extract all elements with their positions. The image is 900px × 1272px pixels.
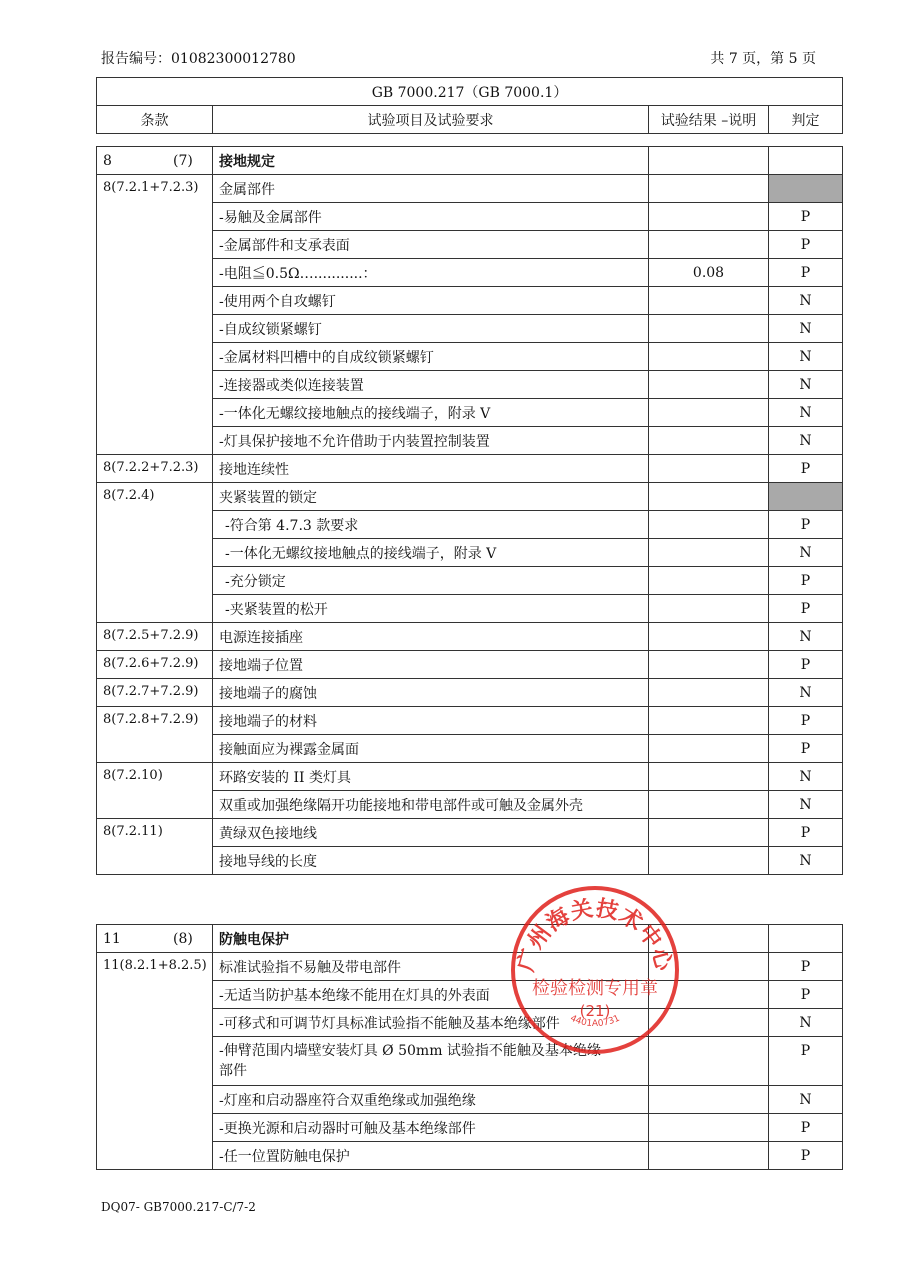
verdict-cell: P <box>769 511 843 539</box>
item-cell: 接地端子位置 <box>213 651 649 679</box>
verdict-cell: N <box>769 1086 843 1114</box>
col-item-header: 试验项目及试验要求 <box>213 106 649 134</box>
item-cell: -金属材料凹槽中的自成纹锁紧螺钉 <box>213 343 649 371</box>
item-cell: -金属部件和支承表面 <box>213 231 649 259</box>
verdict-cell: N <box>769 539 843 567</box>
seal-number-text: 4401A0731 <box>568 1013 622 1030</box>
clause-cell: 8(7.2.10) <box>97 763 213 819</box>
verdict-cell: P <box>769 953 843 981</box>
item-cell: -灯座和启动器座符合双重绝缘或加强绝缘 <box>213 1086 649 1114</box>
page-indicator: 共 7 页，第 5 页 <box>710 51 816 67</box>
item-line: 部件 <box>219 1063 247 1079</box>
section-8-table <box>96 146 843 875</box>
item-cell: 标准试验指不易触及带电部件 <box>213 953 649 981</box>
table-row <box>97 819 843 847</box>
section-number: 8 <box>103 152 112 169</box>
seal-org-text: 广州海关技术中心 <box>513 896 677 975</box>
verdict-cell: P <box>769 1114 843 1142</box>
verdict-cell: P <box>769 455 843 483</box>
document-code: DQ07- GB7000.217-C/7-2 <box>101 1200 256 1214</box>
table-row <box>97 175 843 203</box>
verdict-cell: N <box>769 371 843 399</box>
clause-cell: 8(7.2.1+7.2.3) <box>97 175 213 455</box>
clause-cell: 8(7.2.5+7.2.9) <box>97 623 213 651</box>
clause-cell: 8(7.2.8+7.2.9) <box>97 707 213 763</box>
table-row <box>97 483 843 511</box>
col-result-header: 试验结果 –说明 <box>649 106 769 134</box>
verdict-cell: N <box>769 287 843 315</box>
item-cell: -使用两个自攻螺钉 <box>213 287 649 315</box>
report-number: 报告编号：01082300012780 <box>101 51 296 67</box>
item-cell: 双重或加强绝缘隔开功能接地和带电部件或可触及金属外壳 <box>213 791 649 819</box>
verdict-cell: P <box>769 651 843 679</box>
verdict-cell: N <box>769 791 843 819</box>
verdict-cell: P <box>769 567 843 595</box>
item-cell: -连接器或类似连接装置 <box>213 371 649 399</box>
verdict-cell <box>769 483 843 511</box>
table-header <box>96 77 843 134</box>
table-row <box>97 623 843 651</box>
item-cell: -一体化无螺纹接地触点的接线端子，附录 V <box>213 399 649 427</box>
item-cell: -夹紧装置的松开 <box>213 595 649 623</box>
clause-cell: 8(7.2.2+7.2.3) <box>97 455 213 483</box>
clause-cell: 8(7.2.7+7.2.9) <box>97 679 213 707</box>
verdict-cell: P <box>769 203 843 231</box>
verdict-cell: P <box>769 1142 843 1170</box>
item-cell: 接地端子的腐蚀 <box>213 679 649 707</box>
verdict-cell: N <box>769 1009 843 1037</box>
item-cell: 环路安装的 II 类灯具 <box>213 763 649 791</box>
item-line: -伸臂范围内墙壁安装灯具 Ø 50mm 试验指不能触及基本绝缘 <box>219 1043 601 1059</box>
verdict-cell: N <box>769 427 843 455</box>
table-row <box>97 679 843 707</box>
item-cell: 接地导线的长度 <box>213 847 649 875</box>
section-title: 防触电保护 <box>213 925 649 953</box>
verdict-cell: N <box>769 343 843 371</box>
item-cell: -可移式和可调节灯具标准试验指不能触及基本绝缘部件 <box>213 1009 649 1037</box>
seal-code-text: (21) <box>579 1002 611 1020</box>
verdict-cell: P <box>769 231 843 259</box>
item-cell: -电阻≦0.5Ω…...........： <box>213 259 649 287</box>
item-cell: -符合第 4.7.3 款要求 <box>213 511 649 539</box>
col-verdict-header: 判定 <box>769 106 843 134</box>
result-cell <box>649 175 769 203</box>
item-cell: -无适当防护基本绝缘不能用在灯具的外表面 <box>213 981 649 1009</box>
table-row <box>97 651 843 679</box>
verdict-cell: P <box>769 1037 843 1086</box>
item-cell: 电源连接插座 <box>213 623 649 651</box>
item-cell: -更换光源和启动器时可触及基本绝缘部件 <box>213 1114 649 1142</box>
seal-purpose-text: 检验检测专用章 <box>532 978 658 999</box>
verdict-cell: N <box>769 847 843 875</box>
item-cell: 黄绿双色接地线 <box>213 819 649 847</box>
section-row <box>97 925 843 953</box>
item-cell: -任一位置防触电保护 <box>213 1142 649 1170</box>
verdict-cell: N <box>769 315 843 343</box>
verdict-cell: P <box>769 259 843 287</box>
table-row <box>97 707 843 735</box>
verdict-cell: N <box>769 679 843 707</box>
clause-cell: 8(7.2.4) <box>97 483 213 623</box>
verdict-cell: P <box>769 595 843 623</box>
item-cell: -自成纹锁紧螺钉 <box>213 315 649 343</box>
section-title: 接地规定 <box>213 147 649 175</box>
section-11-table <box>96 924 843 1170</box>
clause-cell: 8(7.2.11) <box>97 819 213 875</box>
result-cell: 0.08 <box>649 259 769 287</box>
verdict-cell: N <box>769 763 843 791</box>
table-row <box>97 953 843 981</box>
item-cell: -充分锁定 <box>213 567 649 595</box>
verdict-cell: P <box>769 819 843 847</box>
section-ref: (8) <box>173 930 193 947</box>
clause-cell: 11(8.2.1+8.2.5) <box>97 953 213 1170</box>
item-cell: 金属部件 <box>213 175 649 203</box>
standard-title: GB 7000.217（GB 7000.1） <box>97 78 843 106</box>
item-cell: -易触及金属部件 <box>213 203 649 231</box>
verdict-cell: P <box>769 707 843 735</box>
verdict-cell: N <box>769 399 843 427</box>
item-cell: 夹紧装置的锁定 <box>213 483 649 511</box>
item-cell: -一体化无螺纹接地触点的接线端子，附录 V <box>213 539 649 567</box>
verdict-cell: N <box>769 623 843 651</box>
section-ref: (7) <box>173 152 193 169</box>
col-clause-header: 条款 <box>97 106 213 134</box>
table-row <box>97 455 843 483</box>
item-cell <box>213 1037 649 1086</box>
section-number: 11 <box>103 930 121 947</box>
item-cell: 接触面应为裸露金属面 <box>213 735 649 763</box>
verdict-cell: P <box>769 735 843 763</box>
verdict-cell <box>769 175 843 203</box>
item-cell: -灯具保护接地不允许借助于内装置控制装置 <box>213 427 649 455</box>
section-row <box>97 147 843 175</box>
item-cell: 接地端子的材料 <box>213 707 649 735</box>
clause-cell: 8(7.2.6+7.2.9) <box>97 651 213 679</box>
item-cell: 接地连续性 <box>213 455 649 483</box>
table-row <box>97 763 843 791</box>
verdict-cell: P <box>769 981 843 1009</box>
